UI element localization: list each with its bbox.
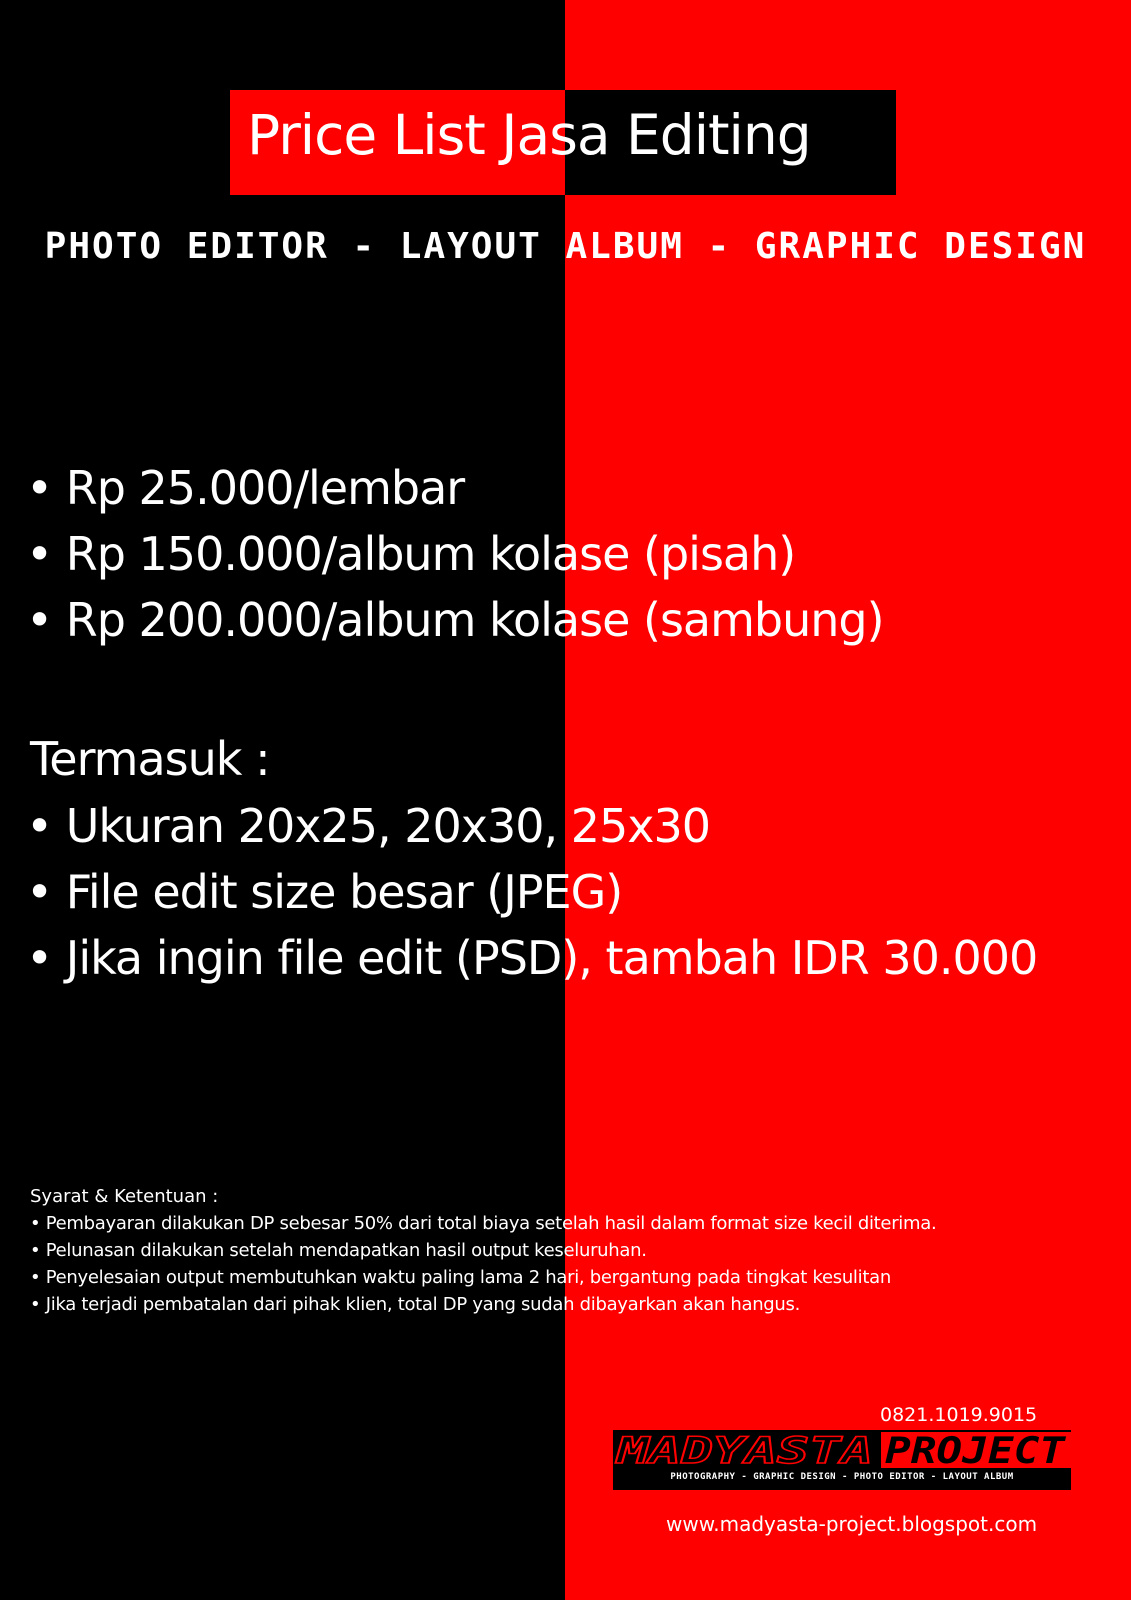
terms-item: • Penyelesaian output membutuhkan waktu paling lama 2 hari, bergantung pada tingkat kesulitan: [30, 1267, 891, 1288]
phone-number: 0821.1019.9015: [880, 1404, 1038, 1426]
terms-item: • Pelunasan dilakukan setelah mendapatkan hasil output keseluruhan.: [30, 1240, 647, 1261]
included-item: • Ukuran 20x25, 20x30, 25x30: [26, 799, 711, 853]
price-item: • Rp 25.000/lembar: [26, 461, 465, 515]
terms-item: • Pembayaran dilakukan DP sebesar 50% dari total biaya setelah hasil dalam format size kecil diterima.: [30, 1213, 937, 1234]
title-banner: [230, 90, 896, 195]
included-list: [26, 793, 1037, 991]
terms-heading: Syarat & Ketentuan :: [30, 1186, 219, 1207]
services-subtitle: PHOTO EDITOR - LAYOUT ALBUM - GRAPHIC DESIGN: [44, 226, 1087, 267]
included-item: • Jika ingin file edit (PSD), tambah IDR 30.000: [26, 931, 1038, 985]
terms-section: [30, 1183, 936, 1318]
logo-name-part1: MADYASTA: [615, 1432, 873, 1468]
price-item: • Rp 150.000/album kolase (pisah): [26, 527, 796, 581]
logo-tagline: PHOTOGRAPHY - GRAPHIC DESIGN - PHOTO EDITOR - LAYOUT ALBUM: [670, 1472, 1014, 1482]
page-title: Price List Jasa Editing: [247, 103, 811, 167]
website-url: www.madyasta-project.blogspot.com: [666, 1512, 1038, 1536]
included-item: • File edit size besar (JPEG): [26, 865, 623, 919]
terms-item: • Jika terjadi pembatalan dari pihak klien, total DP yang sudah dibayarkan akan hangus.: [30, 1294, 801, 1315]
logo-name-part2: PROJECT: [885, 1432, 1067, 1468]
included-heading: Termasuk :: [30, 732, 270, 786]
terms-list: [30, 1210, 936, 1318]
logo-wordmark: [613, 1432, 1071, 1468]
price-list: [26, 455, 884, 653]
brand-logo: [613, 1430, 1071, 1490]
price-item: • Rp 200.000/album kolase (sambung): [26, 593, 884, 647]
